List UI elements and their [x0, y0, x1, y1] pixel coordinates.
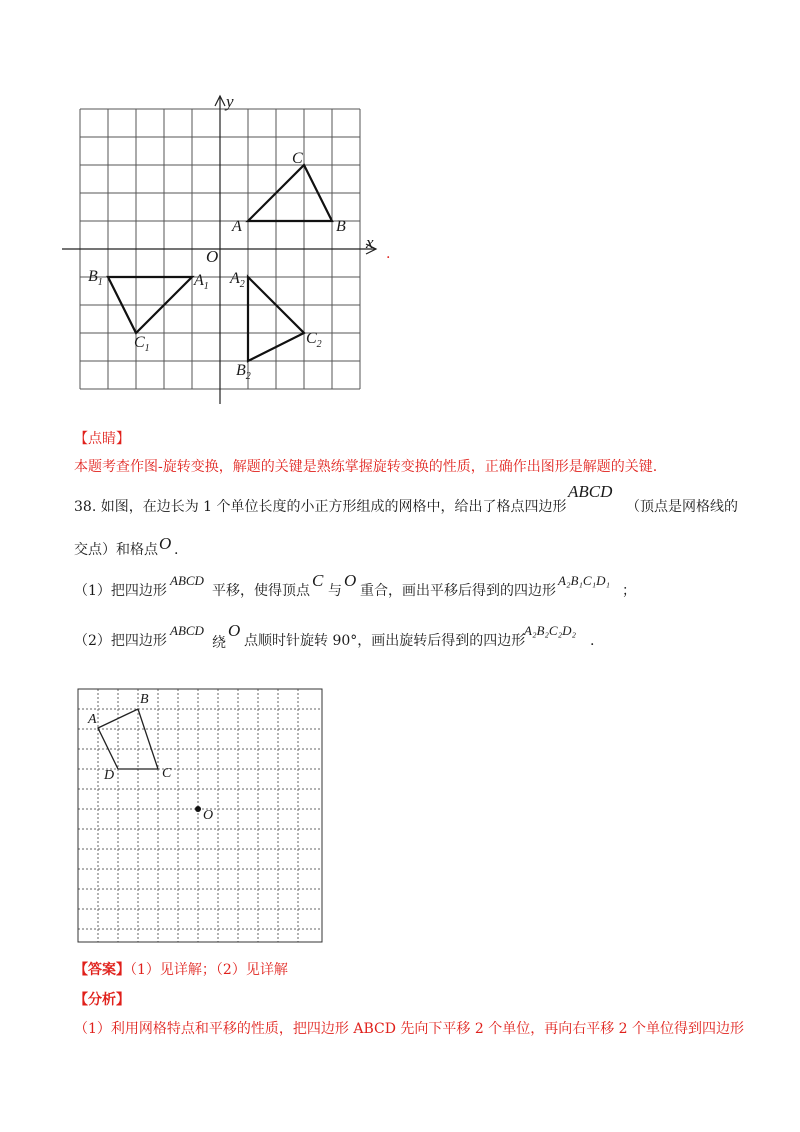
question-line-1: 38. 如图，在边长为 1 个单位长度的小正方形组成的网格中，给出了格点四边形 — [74, 499, 567, 515]
label-c: C — [292, 150, 303, 167]
answer-line — [74, 960, 288, 980]
part2-point-o: O — [228, 621, 241, 640]
quadrilateral-abcd — [98, 709, 158, 769]
translation-figure-svg — [74, 686, 326, 948]
answer-heading: 【答案】 — [74, 962, 130, 978]
part2-text-a: （2）把四边形 — [74, 633, 167, 649]
label-b: B — [336, 218, 346, 235]
question-quad: ABCD — [568, 482, 613, 501]
analysis-heading: 【分析】 — [74, 992, 130, 1008]
label-c1: $C_1$ — [134, 334, 150, 355]
part1-vertex-c: C — [312, 571, 324, 590]
label-a1: $A_1$ — [194, 272, 209, 293]
rotation-figure — [60, 88, 400, 408]
part2-result: A₂B₂C₂D₂ — [524, 623, 577, 638]
label-c2: $C_2$ — [306, 330, 322, 351]
translation-figure — [74, 686, 326, 948]
axis-label-x: x — [366, 233, 374, 252]
part1-quad: ABCD — [170, 573, 204, 588]
part2-quad: ABCD — [170, 623, 204, 638]
comment-text: 本题考查作图-旋转变换，解题的关键是熟练掌握旋转变换的性质，正确作出图形是解题的关键. — [74, 459, 658, 475]
part1-point-o: O — [344, 571, 357, 590]
fig2-label-a: A — [88, 712, 97, 727]
point-o — [195, 806, 201, 812]
label-a: A — [232, 218, 242, 235]
stray-mark: . — [386, 246, 391, 262]
analysis-text: （1）利用网格特点和平移的性质，把四边形 ABCD 先向下平移 2 个单位，再向右平移 2 个单位得到四边形 — [74, 1021, 745, 1037]
origin-label: O — [206, 247, 219, 266]
rotation-figure-svg — [60, 88, 400, 408]
question-number: 38. — [74, 499, 97, 515]
fig2-label-o: O — [203, 808, 214, 823]
part1-text-a: （1）把四边形 — [74, 583, 167, 599]
question-line-2: 交点）和格点 — [74, 542, 158, 558]
fig2-label-b: B — [140, 692, 149, 707]
answer-text: （1）见详解；（2）见详解 — [130, 962, 288, 978]
label-a2: $A_2$ — [230, 270, 245, 291]
axis-label-y: y — [226, 92, 234, 111]
fig2-label-c: C — [162, 766, 172, 781]
label-b1: $B_1$ — [88, 268, 103, 289]
label-b2: $B_2$ — [236, 362, 251, 383]
question-point-o: O — [159, 534, 172, 553]
fig2-label-d: D — [104, 768, 115, 783]
grid-border — [78, 689, 322, 942]
part1-result: A₂B₁C₁D₁ — [558, 573, 611, 588]
comment-heading: 【点睛】 — [74, 431, 130, 447]
dashed-grid-lines — [78, 689, 322, 942]
